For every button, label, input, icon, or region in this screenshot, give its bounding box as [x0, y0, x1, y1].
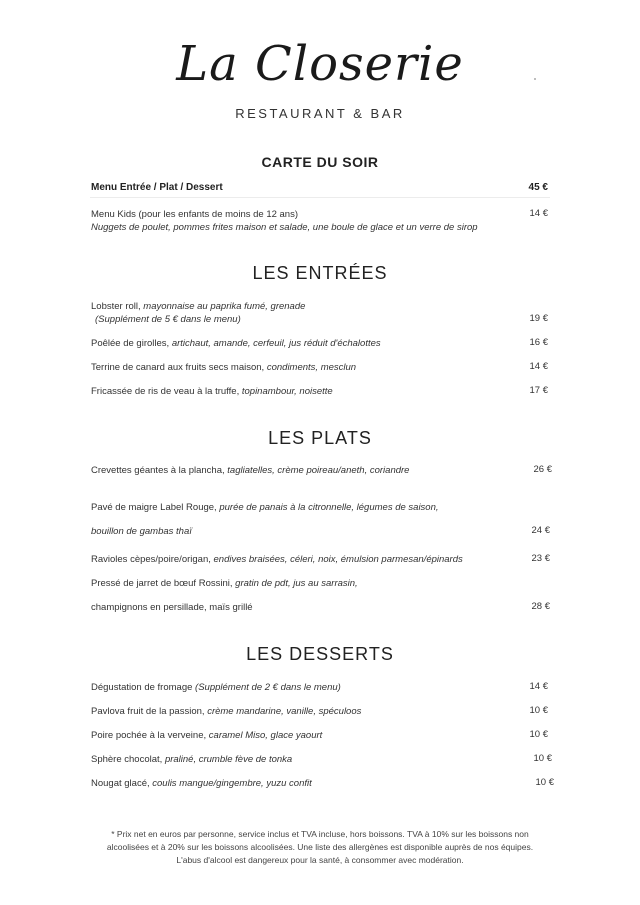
- menu-item-note: (Supplément de 5 € dans le menu): [95, 314, 241, 325]
- restaurant-subtitle: RESTAURANT & BAR: [235, 106, 405, 121]
- menu-item: Lobster roll, mayonnaise au paprika fumé, grenade: [91, 301, 306, 312]
- legal-footnote: [60, 828, 580, 867]
- menu-item: Pavlova fruit de la passion, crème mandarine, vanille, spéculoos: [91, 706, 362, 717]
- menu-item-price: 19 €: [529, 313, 548, 324]
- menu-item-continuation: champignons en persillade, maïs grillé: [91, 602, 253, 613]
- menu-item-price: 23 €: [531, 553, 550, 564]
- menu-item: Poêlée de girolles, artichaut, amande, cerfeuil, jus réduit d'échalottes: [91, 338, 381, 349]
- scan-speck: [534, 78, 536, 80]
- menu-item: Terrine de canard aux fruits secs maison, condiments, mesclun: [91, 362, 357, 373]
- footnote-line: alcoolisées et à 20% sur les boissons alcoolisées. Une liste des allergènes est disponible auprès de nos équipes.: [106, 842, 534, 852]
- section-title-desserts: LES DESSERTS: [246, 644, 394, 664]
- kids-menu-description: Nuggets de poulet, pommes frites maison et salade, une boule de glace et un verre de sirop: [91, 222, 478, 233]
- menu-item: Pavé de maigre Label Rouge, purée de panais à la citronnelle, légumes de saison,: [91, 502, 439, 513]
- menu-item-price: 14 €: [529, 681, 548, 692]
- menu-item-price: 10 €: [529, 729, 548, 740]
- kids-menu-label: Menu Kids (pour les enfants de moins de 12 ans): [91, 209, 299, 220]
- footnote-line: L'abus d'alcool est dangereux pour la santé, à consommer avec modération.: [176, 855, 464, 865]
- section-title-plats: LES PLATS: [268, 428, 372, 448]
- section-title-entrees: LES ENTRÉES: [252, 263, 388, 283]
- menu-item-price: 24 €: [531, 525, 550, 536]
- menu-item-price: 17 €: [529, 385, 548, 396]
- menu-item: Poire pochée à la verveine, caramel Miso, glace yaourt: [91, 730, 323, 741]
- menu-item-price: 10 €: [529, 705, 548, 716]
- menu-item: Pressé de jarret de bœuf Rossini, gratin de pdt, jus au sarrasin,: [91, 578, 358, 589]
- menu-item-price: 14 €: [529, 361, 548, 372]
- menu-item-price: 26 €: [533, 464, 552, 475]
- restaurant-logo: La Closerie: [176, 36, 464, 92]
- menu-item: Fricassée de ris de veau à la truffe, topinambour, noisette: [91, 386, 333, 397]
- menu-formula-label: Menu Entrée / Plat / Dessert: [91, 182, 223, 193]
- menu-formula-price: 45 €: [528, 182, 548, 193]
- footnote-line: * Prix net en euros par personne, service inclus et TVA incluse, hors boissons. TVA à 10% sur les boissons non: [111, 829, 529, 839]
- menu-item-continuation: bouillon de gambas thaï: [91, 526, 192, 537]
- divider: [90, 197, 550, 198]
- menu-item-price: 16 €: [529, 337, 548, 348]
- menu-item: Dégustation de fromage (Supplément de 2 € dans le menu): [91, 682, 341, 693]
- menu-item-price: 10 €: [535, 777, 554, 788]
- menu-item-price: 10 €: [533, 753, 552, 764]
- menu-item: Crevettes géantes à la plancha, tagliatelles, crème poireau/aneth, coriandre: [91, 465, 410, 476]
- menu-item: Ravioles cèpes/poire/origan, endives braisées, céleri, noix, émulsion parmesan/épinards: [91, 554, 463, 565]
- carte-title: CARTE DU SOIR: [261, 154, 379, 170]
- menu-item-price: 28 €: [531, 601, 550, 612]
- menu-item: Sphère chocolat, praliné, crumble fève de tonka: [91, 754, 293, 765]
- menu-item: Nougat glacé, coulis mangue/gingembre, yuzu confit: [91, 778, 312, 789]
- kids-menu-price: 14 €: [529, 208, 548, 219]
